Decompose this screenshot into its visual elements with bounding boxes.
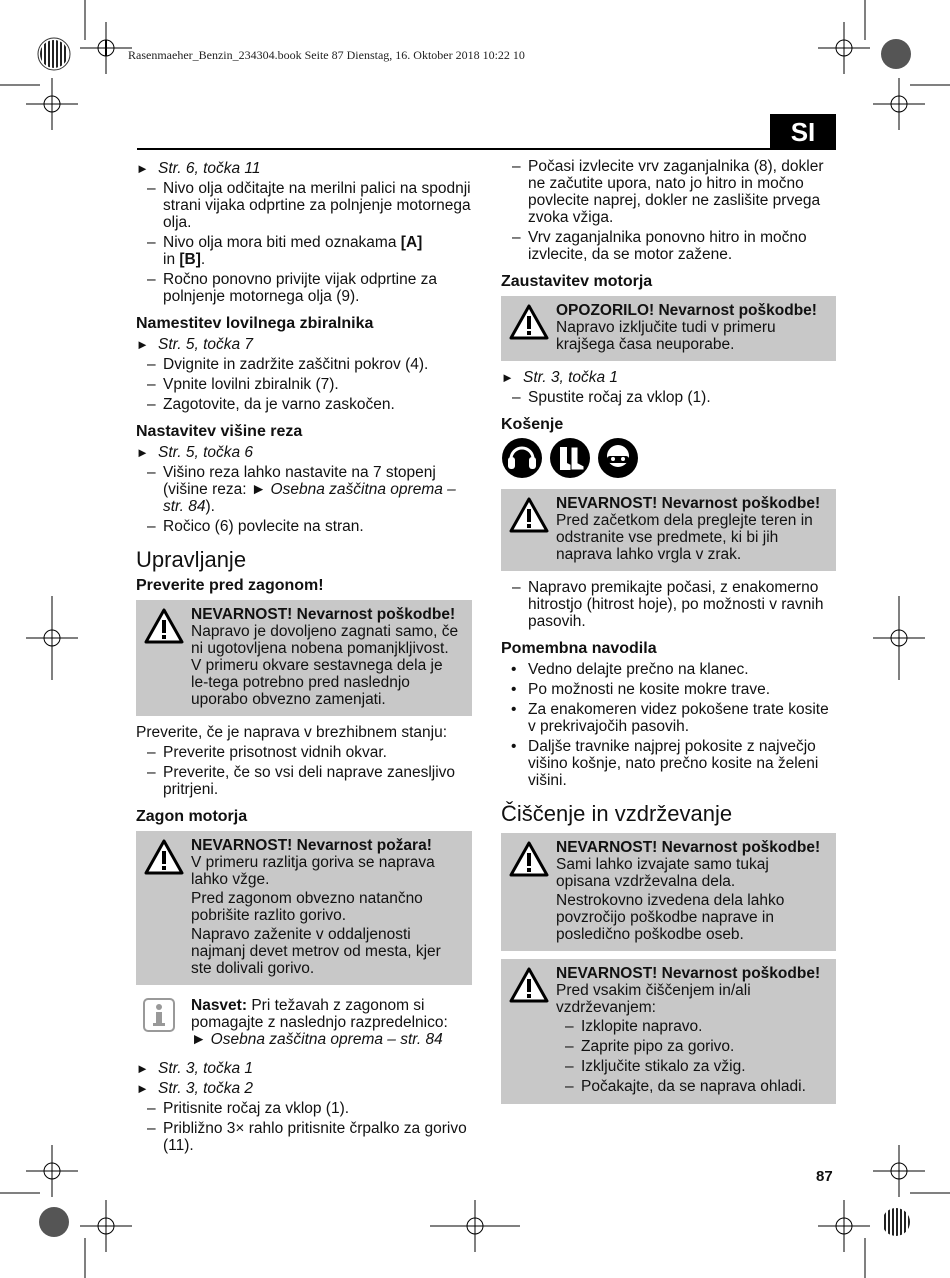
warning-box: NEVARNOST! Nevarnost poškodbe! Sami lahko izvajate samo tukaj opisana vzdrževalna dela. Nestrokovno izvedena dela lahko povzročijo poškodbe naprave in posledično poškodbe oseb. <box>501 833 836 951</box>
arrow-icon: ► <box>136 1061 149 1076</box>
safety-boots-icon <box>549 437 591 479</box>
list-item: • Za enakomeren videz pokošene trate kosite v prekrivajočih pasovih. <box>501 701 836 735</box>
left-column <box>136 158 472 1157</box>
section-heading: Nastavitev višine reza <box>136 423 303 440</box>
list-item: – Izključite stikalo za vžig. <box>556 1058 826 1075</box>
warning-triangle-icon <box>144 839 184 875</box>
warning-box: NEVARNOST! Nevarnost poškodbe! Pred vsakim čiščenjem in/ali vzdrževanjem: – Izklopite napravo. – Zaprite pipo za gorivo. – Izključite stikalo za vžig. – Počakajte, da se naprava ohladi. <box>501 959 836 1104</box>
list-item: – Počakajte, da se naprava ohladi. <box>556 1078 826 1095</box>
warning-box: NEVARNOST! Nevarnost poškodbe! Pred začetkom dela preglejte teren in odstranite vse predmete, ki bi jih naprava lahko vrgla v zrak. <box>501 489 836 571</box>
arrow-icon: ► <box>501 370 514 385</box>
section-heading: Zagon motorja <box>136 808 248 825</box>
warning-box: NEVARNOST! Nevarnost poškodbe! Napravo je dovoljeno zagnati samo, če ni ugotovljena nobena pomanjkljivost. V primeru okvare sestavnega dela je le-tega potrebno pred naslednjo uporabo obvezno zamenjati. <box>136 600 472 716</box>
list-item: • Vedno delajte prečno na klanec. <box>501 661 836 678</box>
arrow-icon: ► <box>136 1081 149 1096</box>
warning-triangle-icon <box>509 967 549 1003</box>
section-heading: Namestitev lovilnega zbiralnika <box>136 315 374 332</box>
list-item: – Zaprite pipo za gorivo. <box>556 1038 826 1055</box>
section-heading: Preverite pred zagonom! <box>136 577 324 594</box>
list-item: – Izklopite napravo. <box>556 1018 826 1035</box>
page-number: 87 <box>816 1168 833 1185</box>
warning-box: OPOZORILO! Nevarnost poškodbe! Napravo izključite tudi v primeru krajšega časa neuporabe. <box>501 296 836 361</box>
list-item: – Preverite, če so vsi deli naprave zanesljivo pritrjeni. <box>136 764 472 798</box>
list-item: – Zagotovite, da je varno zaskočen. <box>136 396 472 413</box>
list-item: – Približno 3× rahlo pritisnite črpalko za gorivo (11). <box>136 1120 472 1154</box>
page-reference: ► Str. 3, točka 2 <box>136 1080 254 1097</box>
list-item: – Nivo olja mora biti med oznakama [A] in [B]. <box>136 234 472 268</box>
arrow-icon: ► <box>136 445 149 460</box>
page-reference: ► Str. 3, točka 1 <box>501 369 619 386</box>
chapter-heading: Upravljanje <box>136 547 247 572</box>
arrow-icon: ► <box>136 161 149 176</box>
list-item: • Po možnosti ne kosite mokre trave. <box>501 681 836 698</box>
safety-goggles-icon <box>597 437 639 479</box>
list-item: – Ročno ponovno privijte vijak odprtine za polnjenje motornega olja (9). <box>136 271 472 305</box>
header-rule <box>137 148 836 150</box>
info-icon <box>142 997 176 1033</box>
list-item: • Daljše travnike najprej pokosite z največjo višino košnje, nato prečno kosite na želeni višini. <box>501 738 836 789</box>
list-item: – Ročico (6) povlecite na stran. <box>136 518 472 535</box>
page-reference: ► Str. 5, točka 6 <box>136 444 254 461</box>
ppe-icons-row <box>501 437 836 479</box>
list-item: – Vpnite lovilni zbiralnik (7). <box>136 376 472 393</box>
list-item: – Preverite prisotnost vidnih okvar. <box>136 744 472 761</box>
list-item: – Spustite ročaj za vklop (1). <box>501 389 836 406</box>
warning-triangle-icon <box>144 608 184 644</box>
chapter-heading: Čiščenje in vzdrževanje <box>501 801 733 826</box>
section-heading: Košenje <box>501 416 564 433</box>
ear-protection-icon <box>501 437 543 479</box>
warning-triangle-icon <box>509 304 549 340</box>
page-reference: ► Str. 5, točka 7 <box>136 336 254 353</box>
page-reference: ► Str. 6, točka 11 <box>136 160 261 177</box>
list-item: – Vrv zaganjalnika ponovno hitro in močno izvlecite, da se motor zažene. <box>501 229 836 263</box>
list-item: – Nivo olja odčitajte na merilni palici na spodnji strani vijaka odprtine za polnjenje motornega olja. <box>136 180 472 231</box>
warning-triangle-icon <box>509 841 549 877</box>
list-item: – Napravo premikajte počasi, z enakomerno hitrostjo (hitrost hoje), po možnosti v ravnih pasovih. <box>501 579 836 630</box>
book-header-line: Rasenmaeher_Benzin_234304.book Seite 87 Dienstag, 16. Oktober 2018 10:22 10 <box>128 48 525 62</box>
arrow-icon: ► <box>136 337 149 352</box>
section-heading: Pomembna navodila <box>501 640 657 657</box>
section-heading: Zaustavitev motorja <box>501 273 653 290</box>
list-item: – Pritisnite ročaj za vklop (1). <box>136 1100 472 1117</box>
list-item: – Višino reza lahko nastavite na 7 stopenj (višine reza: ► Osebna zaščitna oprema – str. 84). <box>136 464 472 515</box>
page-reference: ► Str. 3, točka 1 <box>136 1060 254 1077</box>
warning-box: NEVARNOST! Nevarnost požara! V primeru razlitja goriva se naprava lahko vžge. Pred zagonom obvezno natančno pobrišite razlito gorivo. Napravo zaženite v oddaljenosti najmanj devet metrov od mesta, kjer ste dolivali gorivo. <box>136 831 472 985</box>
list-item: – Počasi izvlecite vrv zaganjalnika (8), dokler ne začutite upora, nato jo hitro in močno povlecite naprej, dokler ne zaslišite prvega zvoka vžiga. <box>501 158 836 226</box>
language-badge: SI <box>770 114 836 150</box>
warning-triangle-icon <box>509 497 549 533</box>
paragraph: Preverite, če je naprava v brezhibnem stanju: <box>136 724 448 741</box>
tip-box: Nasvet: Pri težavah z zagonom si pomagajte z naslednjo razpredelnico: ► Osebna zaščitna oprema – str. 84 <box>136 993 472 1052</box>
right-column <box>501 158 836 1112</box>
list-item: – Dvignite in zadržite zaščitni pokrov (4). <box>136 356 472 373</box>
